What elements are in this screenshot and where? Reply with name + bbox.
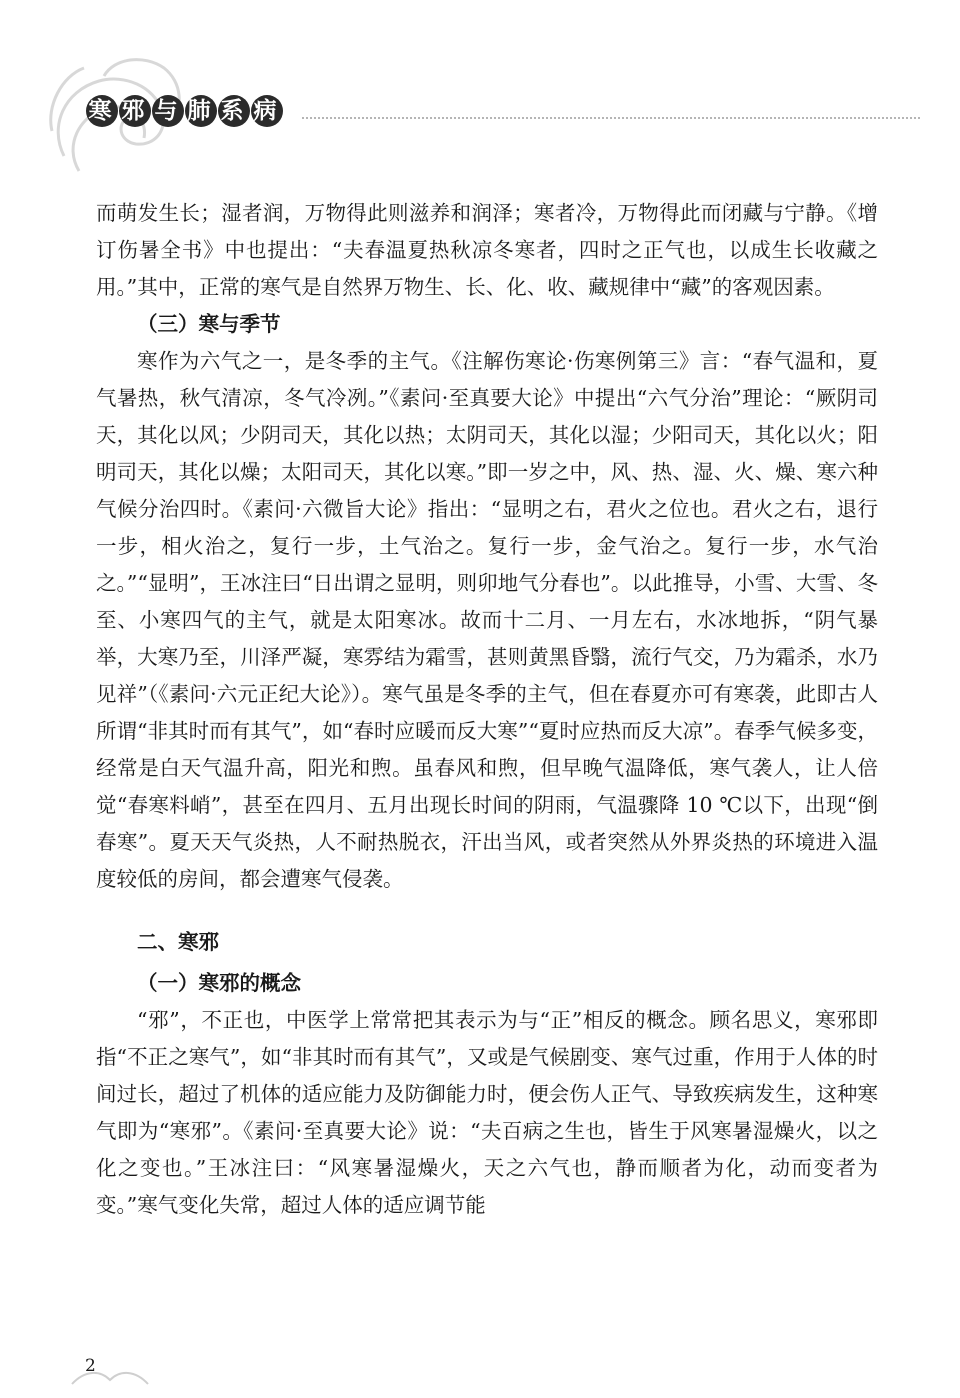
section-heading: 二、寒邪 [137,930,219,954]
page-number: 2 [85,1356,96,1376]
paragraph: 而萌发生长；湿者润，万物得此则滋养和润泽；寒者冷，万物得此而闭藏与宁静。《增订伤暑全书》中也提出：“夫春温夏热秋凉冬寒者，四时之正气也，以成生长收藏之用。”其中，正常的寒气是自然界万物生、长、化、收、藏规律中“藏”的客观因素。 [96,201,878,299]
title-char: 病 [251,95,283,127]
title-char: 寒 [86,95,118,127]
page-body [96,195,878,1224]
header-dotted-rule [302,117,920,119]
paragraph: 寒作为六气之一，是冬季的主气。《注解伤寒论·伤寒例第三》言：“春气温和，夏气暑热，秋气清凉，冬气冷冽。”《素问·至真要大论》中提出“六气分治”理论：“厥阴司天，其化以风；少阴司天，其化以热；太阴司天，其化以湿；少阳司天，其化以火；阳明司天，其化以燥；太阳司天，其化以寒。”即一岁之中，风、热、湿、火、燥、寒六种气候分治四时。《素问·六微旨大论》指出：“显明之右，君火之位也。君火之右，退行一步，相火治之，复行一步，土气治之。复行一步，金气治之。复行一步，水气治之。”“显明”，王冰注曰“日出谓之显明，则卯地气分春也”。以此推导，小雪、大雪、冬至、小寒四气的主气，就是太阳寒冰。故而十二月、一月左右，水冰地拆，“阴气暴举，大寒乃至，川泽严凝，寒雰结为霜雪，甚则黄黑昏翳，流行气交，乃为霜杀，水乃见祥”（《素问·六元正纪大论》）。寒气虽是冬季的主气，但在春夏亦可有寒袭，此即古人所谓“非其时而有其气”，如“春时应暖而反大寒”“夏时应热而反大凉”。春季气候多变，经常是白天气温升高，阳光和煦。虽春风和煦，但早晚气温降低，寒气袭人，让人倍觉“春寒料峭”，甚至在四月、五月出现长时间的阴雨，气温骤降 10 ℃以下，出现“倒春寒”。夏天天气炎热，人不耐热脱衣，汗出当风，或者突然从外界炎热的环境进入温度较低的房间，都会遭寒气侵袭。 [96,349,878,891]
subsection-heading: （一）寒邪的概念 [137,971,301,995]
title-char: 邪 [119,95,151,127]
footer-ornament-icon [70,1362,150,1392]
title-char: 与 [152,95,184,127]
book-title [86,95,284,127]
title-char: 系 [218,95,250,127]
paragraph: “邪”，不正也，中医学上常常把其表示为与“正”相反的概念。顾名思义，寒邪即指“不正之寒气”，如“非其时而有其气”，又或是气候剧变、寒气过重，作用于人体的时间过长，超过了机体的适应能力及防御能力时，便会伤人正气、导致疾病发生，这种寒气即为“寒邪”。《素问·至真要大论》说：“夫百病之生也，皆生于风寒暑湿燥火，以之化之变也。”王冰注曰：“风寒暑湿燥火，天之六气也，静而顺者为化，动而变者为变。”寒气变化失常，超过人体的适应调节能 [96,1008,878,1217]
subsection-heading: （三）寒与季节 [137,312,281,336]
title-char: 肺 [185,95,217,127]
